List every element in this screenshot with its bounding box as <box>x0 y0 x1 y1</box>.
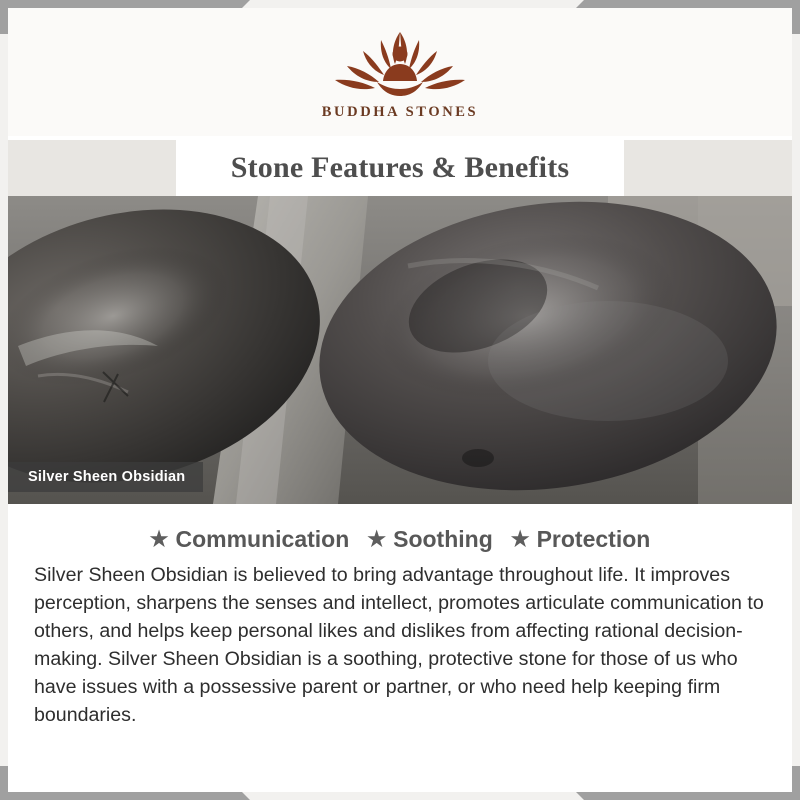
brand-name: BUDDHA STONES <box>321 104 479 120</box>
stone-photo <box>8 196 792 504</box>
title-banner <box>8 140 792 196</box>
page-title: Stone Features & Benefits <box>230 151 570 184</box>
description-text: Silver Sheen Obsidian is believed to bring advantage throughout life. It improves perception, sharpens the senses and intellect, promotes articulate communication to others, and helps keep personal likes and dislikes from affecting rational decision-making. Silver Sheen Obsidian is a soothing, protective stone for those of us who have issues with a possessive parent or partner, or who need help keeping firm boundaries. <box>34 564 764 727</box>
photo-caption: Silver Sheen Obsidian <box>8 462 203 492</box>
star-icon: ★ <box>367 528 387 551</box>
obsidian-stones-photo <box>8 196 792 504</box>
description-section <box>8 508 792 792</box>
lotus-meditation-icon <box>325 24 475 102</box>
benefit-label: Protection <box>536 526 651 552</box>
star-icon: ★ <box>510 528 530 551</box>
benefits-list <box>34 526 766 553</box>
benefit-item-protection <box>511 526 651 553</box>
title-box <box>176 140 624 196</box>
brand-header <box>8 8 792 136</box>
benefit-label: Communication <box>175 526 350 552</box>
star-icon: ★ <box>149 528 169 551</box>
benefit-label: Soothing <box>393 526 493 552</box>
content-card <box>8 8 792 792</box>
benefit-item-soothing <box>367 526 492 553</box>
benefit-item-communication <box>150 526 350 553</box>
